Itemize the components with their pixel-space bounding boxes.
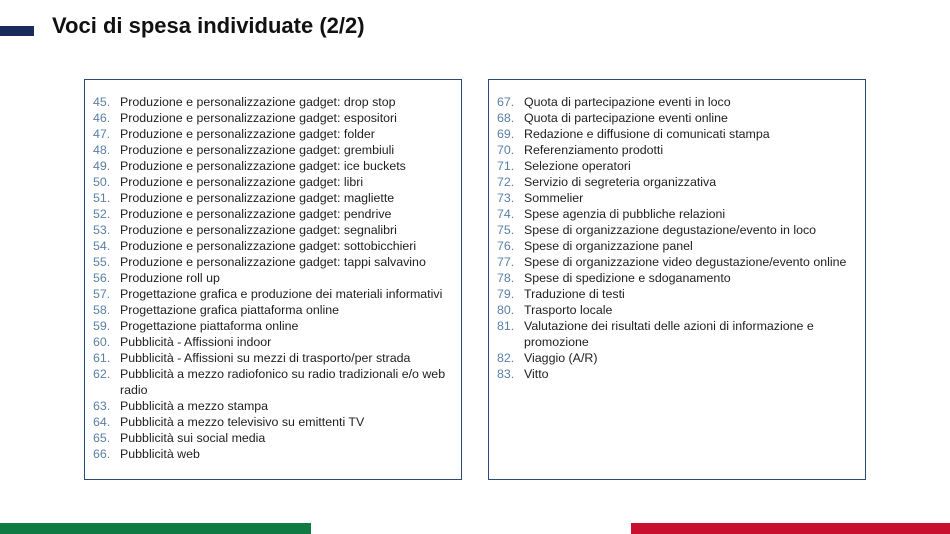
item-number: 58. [93,303,111,317]
item-text: Produzione e personalizzazione gadget: espositori [120,111,397,125]
item-text: Spese di organizzazione video degustazione/evento online [524,255,847,269]
item-number: 48. [93,143,111,157]
item-text: Pubblicità a mezzo stampa [120,399,269,413]
list-item [93,190,461,206]
item-number: 73. [497,191,515,205]
list-item [93,222,461,238]
item-number: 59. [93,319,111,333]
item-text: Produzione e personalizzazione gadget: pendrive [120,207,392,221]
item-number: 46. [93,111,111,125]
item-text: Produzione e personalizzazione gadget: ice buckets [120,159,406,173]
item-text: Produzione e personalizzazione gadget: folder [120,127,375,141]
item-number: 81. [497,319,515,333]
list-item [93,238,461,254]
item-text: Spese di organizzazione degustazione/evento in loco [524,223,817,237]
item-text: Progettazione grafica e produzione dei materiali informativi [120,287,443,301]
right-list-box [488,79,866,480]
list-item [93,318,461,334]
list-item [497,318,865,350]
item-text: Progettazione piattaforma online [120,319,299,333]
item-number: 77. [497,255,515,269]
list-item [497,190,865,206]
item-number: 53. [93,223,111,237]
item-text: Produzione e personalizzazione gadget: grembiuli [120,143,395,157]
page-title: Voci di spesa individuate (2/2) [52,13,365,38]
item-text: Servizio di segreteria organizzativa [524,175,717,189]
footer-green-bar [0,523,311,534]
list-item [93,430,461,446]
item-number: 78. [497,271,515,285]
item-number: 70. [497,143,515,157]
item-text: Viaggio (A/R) [524,351,598,365]
item-number: 69. [497,127,515,141]
item-number: 52. [93,207,111,221]
item-number: 75. [497,223,515,237]
list-item [93,270,461,286]
item-number: 82. [497,351,515,365]
item-text: Quota di partecipazione eventi online [524,111,728,125]
footer-red-bar [631,523,950,534]
item-number: 49. [93,159,111,173]
item-text: Produzione roll up [120,271,220,285]
item-text: Pubblicità web [120,447,200,461]
list-item [93,126,461,142]
list-item [93,398,461,414]
item-number: 60. [93,335,111,349]
item-text: Produzione e personalizzazione gadget: libri [120,175,364,189]
item-number: 80. [497,303,515,317]
item-number: 57. [93,287,111,301]
expense-list-right [489,80,865,382]
item-number: 71. [497,159,515,173]
item-text: Traduzione di testi [524,287,625,301]
item-text: Pubblicità a mezzo radiofonico su radio tradizionali e/o web radio [120,367,446,397]
item-number: 66. [93,447,111,461]
list-item [497,286,865,302]
list-item [93,254,461,270]
list-item [93,206,461,222]
list-item [497,302,865,318]
item-number: 64. [93,415,111,429]
list-item [93,142,461,158]
item-text: Spese agenzia di pubbliche relazioni [524,207,726,221]
list-item [93,110,461,126]
list-item [497,254,865,270]
item-text: Pubblicità - Affissioni indoor [120,335,272,349]
item-text: Progettazione grafica piattaforma online [120,303,340,317]
item-number: 74. [497,207,515,221]
item-number: 72. [497,175,515,189]
list-item [497,94,865,110]
item-text: Valutazione dei risultati delle azioni di informazione e promozione [524,319,814,349]
left-list-box [84,79,462,480]
item-text: Produzione e personalizzazione gadget: segnalibri [120,223,397,237]
item-number: 68. [497,111,515,125]
title-accent-bar [0,26,34,36]
item-number: 61. [93,351,111,365]
list-item [93,174,461,190]
item-number: 55. [93,255,111,269]
list-item [93,334,461,350]
item-text: Produzione e personalizzazione gadget: sottobicchieri [120,239,417,253]
item-text: Quota di partecipazione eventi in loco [524,95,731,109]
item-number: 54. [93,239,111,253]
list-item [497,222,865,238]
item-number: 79. [497,287,515,301]
list-item [93,158,461,174]
item-text: Sommelier [524,191,584,205]
list-item [93,446,461,462]
list-item [497,142,865,158]
item-number: 76. [497,239,515,253]
list-item [497,270,865,286]
item-number: 65. [93,431,111,445]
list-item [497,366,865,382]
item-number: 62. [93,367,111,381]
item-text: Selezione operatori [524,159,631,173]
item-text: Produzione e personalizzazione gadget: drop stop [120,95,396,109]
item-number: 47. [93,127,111,141]
list-item [497,110,865,126]
list-item [93,302,461,318]
list-item [497,238,865,254]
list-item [497,206,865,222]
item-text: Pubblicità sui social media [120,431,266,445]
item-text: Trasporto locale [524,303,613,317]
item-number: 45. [93,95,111,109]
list-item [497,158,865,174]
item-number: 51. [93,191,111,205]
item-number: 63. [93,399,111,413]
expense-list-left [85,80,461,462]
item-text: Vitto [524,367,549,381]
item-number: 56. [93,271,111,285]
list-item [497,174,865,190]
item-text: Produzione e personalizzazione gadget: tappi salvavino [120,255,426,269]
list-item [93,414,461,430]
item-text: Pubblicità - Affissioni su mezzi di trasporto/per strada [120,351,411,365]
item-text: Spese di organizzazione panel [524,239,693,253]
item-text: Produzione e personalizzazione gadget: magliette [120,191,395,205]
item-text: Pubblicità a mezzo televisivo su emittenti TV [120,415,365,429]
list-item [93,350,461,366]
list-item [93,94,461,110]
item-text: Redazione e diffusione di comunicati stampa [524,127,770,141]
item-text: Referenziamento prodotti [524,143,664,157]
list-item [497,126,865,142]
item-number: 67. [497,95,515,109]
list-item [93,286,461,302]
list-item [497,350,865,366]
list-item [93,366,461,398]
item-text: Spese di spedizione e sdoganamento [524,271,731,285]
item-number: 50. [93,175,111,189]
item-number: 83. [497,367,515,381]
